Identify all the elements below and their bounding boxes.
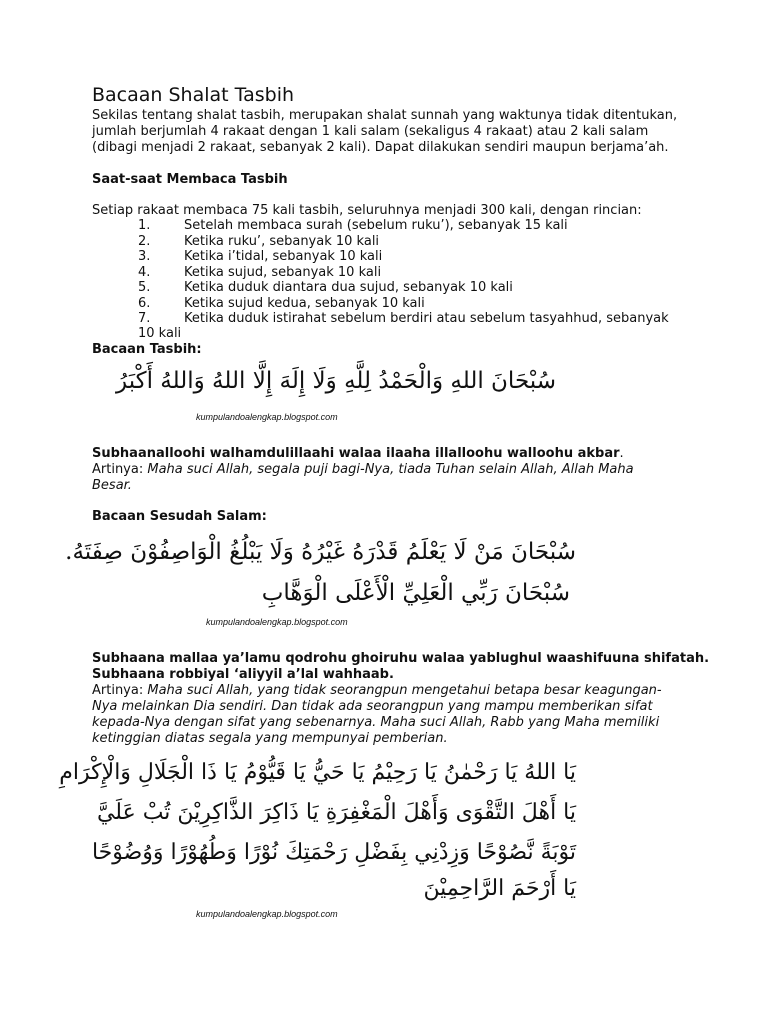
meaning-salam	[92, 683, 662, 699]
intro-line: Sekilas tentang shalat tasbih, merupakan shalat sunnah yang waktunya tidak ditentukan,	[92, 108, 678, 123]
latin-salam-line: Subhaana robbiyal ‘aliyyil a’lal wahhaab.	[92, 667, 394, 682]
source-watermark: kumpulandoalengkap.blogspot.com	[206, 617, 348, 627]
list-item: Ketika i’tidal, sebanyak 10 kali	[184, 249, 383, 264]
section-heading-saat: Saat-saat Membaca Tasbih	[92, 172, 288, 187]
section-lead: Setiap rakaat membaca 75 kali tasbih, seluruhnya menjadi 300 kali, dengan rincian:	[92, 203, 642, 218]
meaning-text: Maha suci Allah, segala puji bagi-Nya, tiada Tuhan selain Allah, Allah Maha	[147, 462, 634, 477]
meaning-label: Artinya:	[92, 683, 144, 698]
arabic-doa-line: يَا اللهُ يَا رَحْمٰنُ يَا رَحِيْمُ يَا حَيُّ يَا قَيُّوْمُ يَا ذَا الْجَلَالِ وَالْإِكْرَامِ	[59, 760, 576, 785]
meaning-text: Maha suci Allah, yang tidak seorangpun mengetahui betapa besar keagungan-	[147, 683, 662, 698]
page-title: Bacaan Shalat Tasbih	[92, 84, 295, 106]
section-heading-sesudah-salam: Bacaan Sesudah Salam:	[92, 509, 267, 524]
latin-tasbih-text: Subhaanalloohi walhamdulillaahi walaa ilaaha illalloohu walloohu akbar	[92, 446, 620, 461]
list-item: Ketika duduk istirahat sebelum berdiri atau sebelum tasyahhud, sebanyak	[184, 311, 669, 326]
intro-line: (dibagi menjadi 2 rakaat, sebanyak 2 kali). Dapat dilakukan sendiri maupun berjama’ah.	[92, 140, 669, 155]
list-item-number: 5.	[138, 280, 151, 295]
intro-line: jumlah berjumlah 4 rakaat dengan 1 kali salam (sekaligus 4 rakaat) atau 2 kali salam	[92, 124, 649, 139]
arabic-salam-line: سُبْحَانَ رَبِّي الْعَلِيِّ الْأَعْلَى الْوَهَّابِ	[261, 580, 570, 606]
list-item: Setelah membaca surah (sebelum ruku’), sebanyak 15 kali	[184, 218, 568, 233]
list-item: Ketika sujud kedua, sebanyak 10 kali	[184, 296, 425, 311]
list-item-number: 2.	[138, 234, 151, 249]
meaning-text-cont: ketinggian diatas segala yang mempunyai pemberian.	[92, 731, 448, 746]
meaning-text-cont: Nya melainkan Dia sendiri. Dan tidak ada seorangpun yang mampu memberikan sifat	[92, 699, 653, 714]
latin-tasbih-period: .	[619, 446, 624, 461]
list-item-number: 1.	[138, 218, 151, 233]
latin-tasbih	[92, 446, 624, 461]
tasbih-times-list	[0, 218, 768, 341]
list-item: Ketika ruku’, sebanyak 10 kali	[184, 234, 380, 249]
meaning-text-cont: kepada-Nya dengan sifat yang sebenarnya. Maha suci Allah, Rabb yang Maha memiliki	[92, 715, 660, 730]
list-item-continuation: 10 kali	[138, 326, 182, 341]
latin-salam-line: Subhaana mallaa ya’lamu qodrohu ghoiruhu walaa yablughul waashifuuna shifatah.	[92, 651, 710, 666]
list-item-number: 7.	[138, 311, 151, 326]
arabic-salam-line: سُبْحَانَ مَنْ لَا يَعْلَمُ قَدْرَهُ غَيْرُهُ وَلَا يَبْلُغُ الْوَاصِفُوْنَ صِفَتَهُ.	[65, 539, 576, 565]
arabic-tasbih: سُبْحَانَ اللهِ وَالْحَمْدُ لِلَّهِ وَلَا إِلَهَ إِلَّا اللهُ وَاللهُ أَكْبَرُ	[116, 368, 556, 394]
list-item-number: 6.	[138, 296, 151, 311]
arabic-doa-line: تَوْبَةً نَّصُوْحًا وَزِدْنِي بِفَضْلِ رَحْمَتِكَ نُوْرًا وَطُهُوْرًا وَوُضُوْحًا	[91, 840, 576, 865]
list-item: Ketika sujud, sebanyak 10 kali	[184, 265, 382, 280]
source-watermark: kumpulandoalengkap.blogspot.com	[196, 909, 338, 919]
arabic-doa-line: يَا أَرْحَمَ الرَّاحِمِيْنَ	[423, 876, 576, 901]
source-watermark: kumpulandoalengkap.blogspot.com	[196, 412, 338, 422]
section-heading-bacaan-tasbih: Bacaan Tasbih:	[92, 342, 202, 357]
list-item: Ketika duduk diantara dua sujud, sebanyak 10 kali	[184, 280, 513, 295]
meaning-text-cont: Besar.	[92, 478, 132, 493]
arabic-doa-line: يَا أَهْلَ التَّقْوَى وَأَهْلَ الْمَغْفِرَةِ يَا ذَاكِرَ الذَّاكِرِيْنَ تُبْ عَلَيَّ	[96, 800, 576, 825]
list-item-number: 3.	[138, 249, 151, 264]
list-item-number: 4.	[138, 265, 151, 280]
meaning-label: Artinya:	[92, 462, 144, 477]
meaning-tasbih	[92, 462, 634, 478]
